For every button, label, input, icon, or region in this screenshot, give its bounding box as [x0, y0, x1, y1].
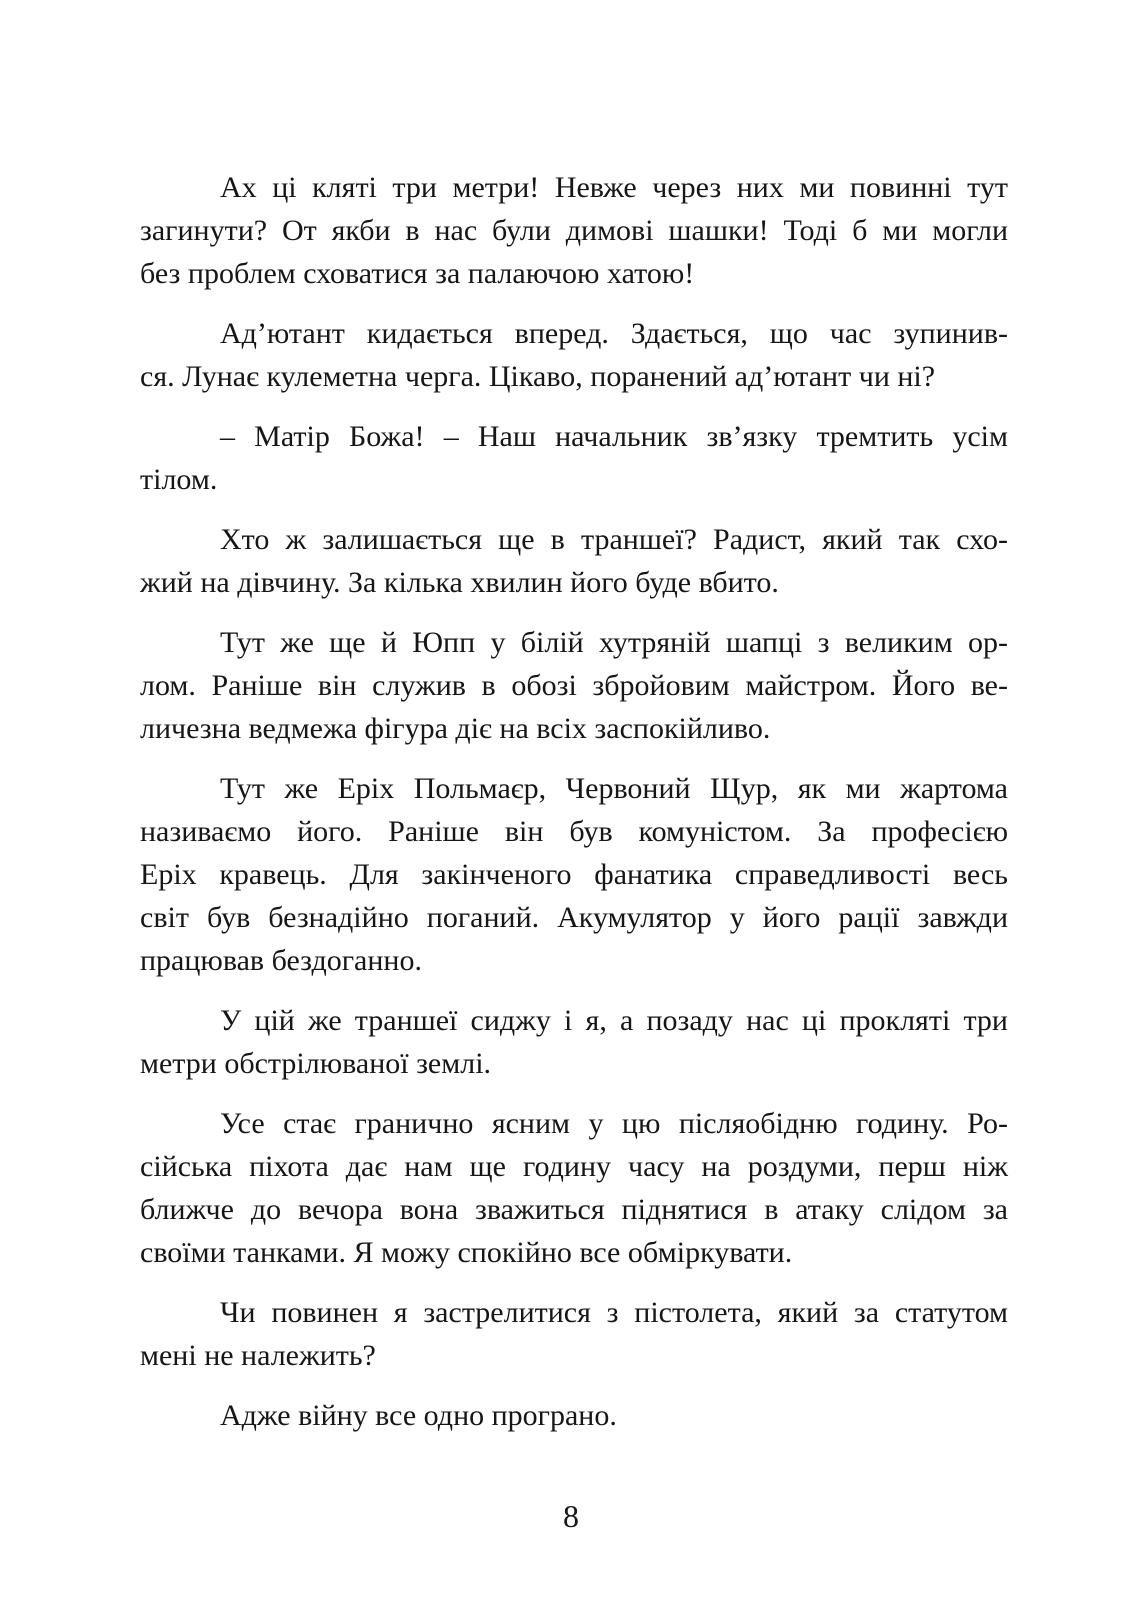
paragraph — [140, 1394, 1008, 1437]
text-line: ближче до вечора вона зважиться піднятися в атаку слідом за — [140, 1193, 1008, 1226]
text-line: сійська піхота дає нам ще годину часу на роздуми, перш ніж — [140, 1150, 1008, 1183]
paragraph — [140, 767, 1008, 982]
text-line: ся. Лунає кулеметна черга. Цікаво, поранений ад’ютант чи ні? — [140, 360, 936, 393]
text-line: своїми танками. Я можу спокійно все обміркувати. — [140, 1236, 793, 1269]
text-line: працював бездоганно. — [140, 944, 422, 977]
text-line: світ був безнадійно поганий. Акумулятор у його рації завжди — [140, 901, 1008, 934]
text-line: Ад’ютант кидається вперед. Здається, що час зупинив- — [220, 317, 1008, 350]
text-line: називаємо його. Раніше він був комуністом. За професією — [140, 815, 1008, 848]
paragraph — [140, 415, 1008, 501]
text-line: Тут же Еріх Польмаєр, Червоний Щур, як ми жартома — [220, 772, 1008, 805]
text-line: Еріх кравець. Для закінченого фанатика справедливості весь — [140, 858, 1008, 891]
text-line: У цій же траншеї сиджу і я, а позаду нас ці прокляті три — [220, 1004, 1008, 1037]
text-line: – Матір Божа! – Наш начальник зв’язку тремтить усім — [220, 420, 1008, 453]
page-number: 8 — [563, 1498, 579, 1534]
text-line: Адже війну все одно програно. — [220, 1399, 617, 1432]
text-line: жий на дівчину. За кілька хвилин його буде вбито. — [140, 566, 779, 599]
text-line: метри обстрілюваної землі. — [140, 1047, 492, 1080]
text-line: Тут же ще й Юпп у білій хутряній шапці з великим ор- — [220, 626, 1008, 659]
text-line: мені не належить? — [140, 1339, 376, 1372]
paragraph — [140, 621, 1008, 750]
text-line: загинути? От якби в нас були димові шашки! Тоді б ми могли — [140, 214, 1008, 247]
paragraph — [140, 1102, 1008, 1274]
paragraph — [140, 166, 1008, 295]
paragraph — [140, 312, 1008, 398]
text-line: Хто ж залишається ще в траншеї? Радист, який так схо- — [220, 523, 1008, 556]
text-line: Ах ці кляті три метри! Невже через них ми повинні тут — [220, 171, 1008, 204]
text-line: тілом. — [140, 463, 218, 496]
text-line: лом. Раніше він служив в обозі збройовим майстром. Його ве- — [140, 669, 1008, 702]
paragraph — [140, 999, 1008, 1085]
paragraph — [140, 1291, 1008, 1377]
text-line: Усе стає гранично ясним у цю післяобідню годину. Ро- — [220, 1107, 1008, 1140]
text-line: личезна ведмежа фігура діє на всіх заспокійливо. — [140, 712, 771, 745]
text-line: Чи повинен я застрелитися з пістолета, який за статутом — [220, 1296, 1008, 1329]
text-line: без проблем сховатися за палаючою хатою! — [140, 257, 695, 290]
paragraph — [140, 518, 1008, 604]
text-block — [140, 166, 1008, 1454]
